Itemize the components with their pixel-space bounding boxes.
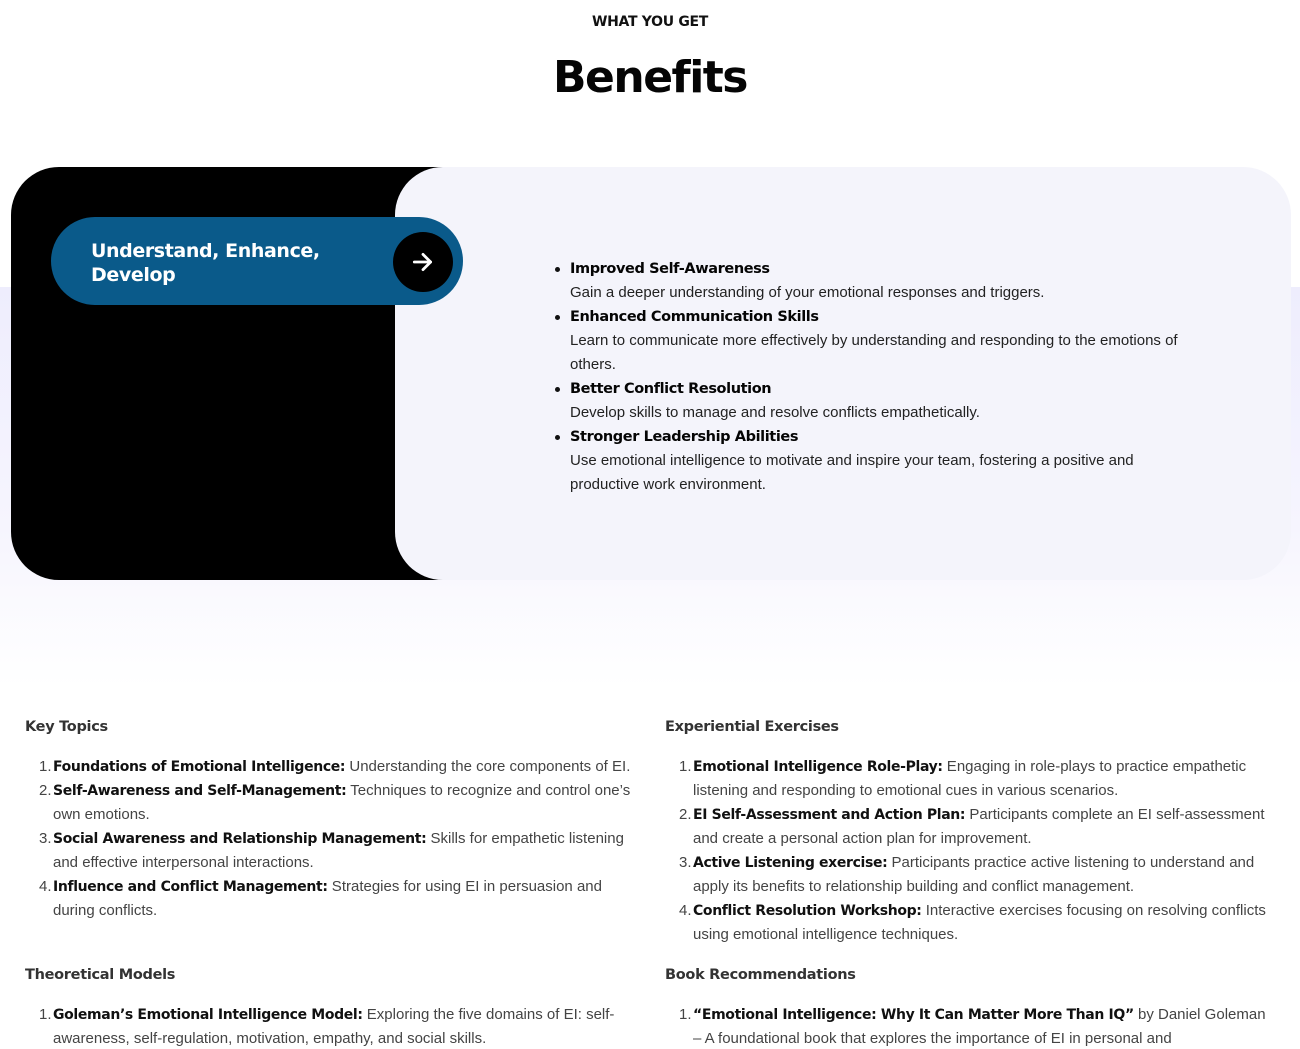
benefit-description: Gain a deeper understanding of your emotional responses and triggers. xyxy=(570,284,1045,301)
benefit-title: Improved Self-Awareness xyxy=(570,261,770,277)
list-item xyxy=(555,305,1195,377)
list-item: 4. Influence and Conflict Management: Strategies for using EI in persuasion and during conflicts. xyxy=(39,878,602,919)
section-heading: Theoretical Models xyxy=(25,967,176,983)
exercises-list xyxy=(665,755,1275,947)
arrow-right-icon xyxy=(410,249,436,275)
list-item: 1. Emotional Intelligence Role-Play: Engaging in role-plays to practice empathetic listening and responding to emotional cues in various scenarios. xyxy=(679,758,1247,799)
models-list xyxy=(25,1003,635,1049)
models-section xyxy=(25,963,635,1049)
books-list xyxy=(665,1003,1275,1049)
list-item: 4. Conflict Resolution Workshop: Interactive exercises focusing on resolving conflicts using emotional intelligence techniques. xyxy=(679,902,1266,943)
list-item xyxy=(555,257,1195,305)
list-item: 2. Self-Awareness and Self-Management: Techniques to recognize and control one’s own emotions. xyxy=(39,782,631,823)
books-section xyxy=(665,963,1275,1049)
benefit-title: Stronger Leadership Abilities xyxy=(570,429,799,445)
tab-understand-enhance-develop[interactable] xyxy=(51,217,463,305)
list-item: 3. Social Awareness and Relationship Management: Skills for empathetic listening and effective interpersonal interactions. xyxy=(39,830,624,871)
list-item xyxy=(555,377,1195,425)
benefit-description: Use emotional intelligence to motivate and inspire your team, fostering a positive and productive work environment. xyxy=(570,452,1134,493)
benefit-description: Develop skills to manage and resolve conflicts empathetically. xyxy=(570,404,980,421)
list-item: 2. EI Self-Assessment and Action Plan: Participants complete an EI self-assessment and create a personal action plan for improvement. xyxy=(679,806,1265,847)
benefits-list xyxy=(555,257,1195,497)
list-item: 3. Active Listening exercise: Participants practice active listening to understand and apply its benefits to relationship building and conflict management. xyxy=(679,854,1255,895)
section-heading: Key Topics xyxy=(25,719,108,735)
key-topics-section xyxy=(25,715,635,923)
exercises-section xyxy=(665,715,1275,947)
list-item: 1. “Emotional Intelligence: Why It Can Matter More Than IQ” by Daniel Goleman – A foundational book that explores the importance of EI in personal and xyxy=(679,1006,1266,1047)
section-eyebrow: WHAT YOU GET xyxy=(591,14,709,30)
benefits-card xyxy=(11,167,1291,580)
benefit-description: Learn to communicate more effectively by understanding and responding to the emotions of others. xyxy=(570,332,1178,373)
page-title: Benefits xyxy=(553,52,747,103)
tab-label: Understand, Enhance, Develop xyxy=(91,240,320,286)
section-heading: Book Recommendations xyxy=(665,967,856,983)
list-item: 1. Foundations of Emotional Intelligence: Understanding the core components of EI. xyxy=(39,758,631,775)
key-topics-list xyxy=(25,755,635,923)
arrow-right-button[interactable] xyxy=(393,232,453,292)
benefit-title: Enhanced Communication Skills xyxy=(570,309,819,325)
benefit-title: Better Conflict Resolution xyxy=(570,381,772,397)
list-item: 1. Goleman’s Emotional Intelligence Model: Exploring the five domains of EI: self-awareness, self-regulation, motivation, empathy, and social skills. xyxy=(39,1006,615,1047)
section-heading: Experiential Exercises xyxy=(665,719,839,735)
list-item xyxy=(555,425,1195,497)
